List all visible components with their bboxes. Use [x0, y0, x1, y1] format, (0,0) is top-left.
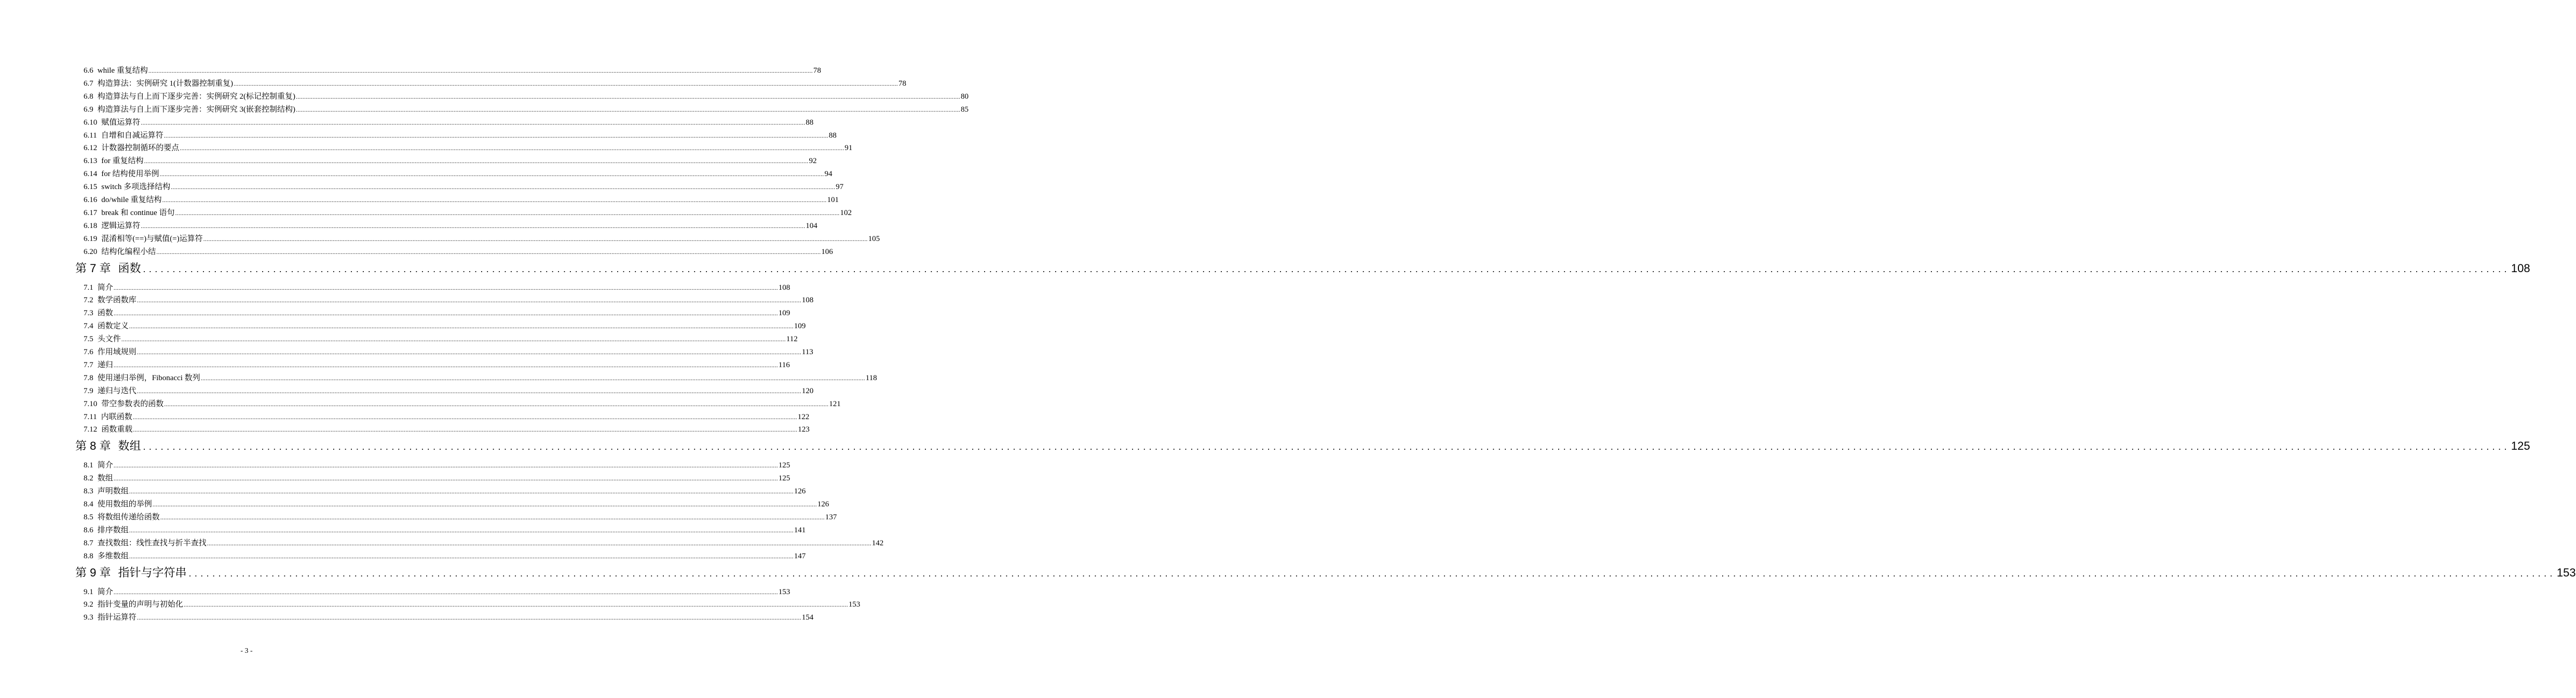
- dot-leader: ................................................................................................................................................................................................................................................................................................................................................................................................................: [160, 513, 825, 521]
- dot-leader: ................................................................................................................................................................................................................................................................................................................................................................................................................: [133, 426, 798, 434]
- page-number: - 3 -: [240, 647, 253, 655]
- dot-leader: ................................................................................................................................................................................................................................................................................................................................................................................................................: [143, 263, 2510, 274]
- toc-entry: [84, 130, 837, 141]
- chapter-title: 指针与字符串: [118, 566, 187, 579]
- dot-leader: ................................................................................................................................................................................................................................................................................................................................................................................................................: [137, 297, 801, 304]
- toc-chapter-heading: [75, 438, 2530, 454]
- section-title: do/while 重复结构: [101, 196, 162, 204]
- section-number: 8.6: [84, 526, 93, 534]
- toc-entry: [84, 283, 790, 293]
- toc-entry: [84, 195, 839, 205]
- section-title: 将数组传递给函数: [97, 513, 160, 521]
- section-title: 多维数组: [97, 552, 129, 560]
- toc-entry: [84, 334, 798, 344]
- section-title: 简介: [97, 461, 113, 470]
- toc-entry: [84, 221, 817, 231]
- section-page-number: 88: [828, 131, 837, 140]
- section-number: 7.2: [84, 296, 93, 305]
- toc-entry: [84, 551, 806, 561]
- section-number: 6.19: [84, 234, 98, 243]
- dot-leader: ................................................................................................................................................................................................................................................................................................................................................................................................................: [207, 539, 871, 547]
- section-number: 9.1: [84, 587, 93, 596]
- section-title: 构造算法与自上而下逐步完善：实例研究 3(嵌套控制结构): [97, 105, 295, 114]
- section-page-number: 125: [778, 461, 790, 470]
- dot-leader: ................................................................................................................................................................................................................................................................................................................................................................................................................: [113, 475, 778, 482]
- dot-leader: ................................................................................................................................................................................................................................................................................................................................................................................................................: [129, 552, 794, 560]
- section-number: 8.4: [84, 500, 93, 508]
- toc-entry: [84, 308, 790, 318]
- dot-leader: ................................................................................................................................................................................................................................................................................................................................................................................................................: [141, 222, 806, 230]
- dot-leader: ................................................................................................................................................................................................................................................................................................................................................................................................................: [183, 601, 848, 609]
- toc-entry: [84, 321, 806, 331]
- section-title: 查找数组：线性查找与折半查找: [97, 539, 207, 547]
- dot-leader: ................................................................................................................................................................................................................................................................................................................................................................................................................: [137, 387, 801, 395]
- section-number: 6.17: [84, 208, 98, 217]
- section-number: 8.7: [84, 539, 93, 547]
- chapter-title: 数组: [118, 439, 141, 453]
- dot-leader: ................................................................................................................................................................................................................................................................................................................................................................................................................: [200, 374, 865, 382]
- section-page-number: 78: [898, 79, 906, 88]
- toc-entry: [84, 512, 837, 522]
- toc-entry: [84, 117, 814, 128]
- toc-entry: [84, 538, 884, 548]
- section-title: while 重复结构: [97, 66, 148, 75]
- section-number: 7.11: [84, 412, 97, 421]
- section-number: 6.20: [84, 247, 98, 256]
- section-page-number: 126: [794, 487, 806, 496]
- section-number: 9.2: [84, 600, 93, 609]
- section-page-number: 92: [809, 157, 817, 166]
- section-page-number: 88: [806, 118, 814, 127]
- toc-entry: [84, 486, 806, 496]
- section-title: break 和 continue 语句: [101, 208, 175, 217]
- toc-entry: [84, 499, 829, 509]
- dot-leader: ................................................................................................................................................................................................................................................................................................................................................................................................................: [129, 526, 794, 534]
- section-page-number: 78: [813, 66, 821, 75]
- chapter-page-number: 153: [2556, 566, 2576, 579]
- dot-leader: ................................................................................................................................................................................................................................................................................................................................................................................................................: [171, 183, 836, 191]
- dot-leader: ................................................................................................................................................................................................................................................................................................................................................................................................................: [180, 144, 844, 152]
- section-title: 数学函数库: [97, 296, 137, 305]
- section-number: 6.16: [84, 196, 98, 204]
- section-title: 数组: [97, 474, 113, 483]
- section-number: 6.13: [84, 157, 98, 166]
- section-page-number: 123: [798, 425, 810, 434]
- dot-leader: ................................................................................................................................................................................................................................................................................................................................................................................................................: [113, 588, 778, 596]
- toc-chapter-heading: [75, 261, 2530, 276]
- section-number: 6.7: [84, 79, 93, 88]
- section-number: 7.7: [84, 360, 93, 369]
- chapter-page-number: 125: [2511, 439, 2530, 453]
- toc-entry: [84, 169, 833, 179]
- toc-entry: [84, 386, 814, 396]
- section-page-number: 142: [871, 539, 884, 547]
- section-page-number: 113: [801, 348, 813, 356]
- toc-entry: [84, 247, 833, 257]
- dot-leader: ................................................................................................................................................................................................................................................................................................................................................................................................................: [148, 67, 813, 74]
- toc-entry: [84, 473, 790, 484]
- section-number: 6.8: [84, 92, 93, 101]
- section-page-number: 116: [778, 360, 790, 369]
- section-number: 6.9: [84, 105, 93, 114]
- section-number: 7.4: [84, 322, 93, 331]
- section-page-number: 105: [868, 234, 880, 243]
- section-number: 6.6: [84, 66, 93, 75]
- dot-leader: ................................................................................................................................................................................................................................................................................................................................................................................................................: [156, 248, 821, 256]
- section-title: for 结构使用举例: [101, 170, 159, 179]
- chapter-title: 函数: [118, 261, 141, 275]
- section-number: 8.3: [84, 487, 93, 496]
- section-page-number: 147: [794, 552, 806, 560]
- toc-entry: [84, 599, 861, 610]
- section-page-number: 154: [801, 613, 814, 622]
- section-title: 声明数组: [97, 487, 129, 496]
- section-number: 6.15: [84, 183, 98, 192]
- section-page-number: 109: [778, 309, 790, 318]
- dot-leader: ................................................................................................................................................................................................................................................................................................................................................................................................................: [296, 92, 960, 100]
- section-page-number: 153: [848, 600, 861, 609]
- section-page-number: 120: [801, 386, 814, 395]
- section-page-number: 101: [827, 196, 839, 204]
- section-title: 计数器控制循环的要点: [101, 144, 180, 153]
- dot-leader: ................................................................................................................................................................................................................................................................................................................................................................................................................: [152, 501, 817, 508]
- chapter-page-number: 108: [2511, 261, 2530, 275]
- section-page-number: 137: [825, 513, 837, 521]
- section-title: 函数重载: [101, 425, 133, 434]
- dot-leader: ................................................................................................................................................................................................................................................................................................................................................................................................................: [141, 118, 806, 126]
- section-number: 6.10: [84, 118, 98, 127]
- dot-leader: ................................................................................................................................................................................................................................................................................................................................................................................................................: [113, 361, 778, 369]
- dot-leader: ................................................................................................................................................................................................................................................................................................................................................................................................................: [113, 284, 778, 291]
- toc-entry: [84, 91, 969, 102]
- toc-entry: [84, 347, 813, 357]
- section-number: 8.2: [84, 474, 93, 483]
- toc-entry: [84, 373, 877, 383]
- dot-leader: ................................................................................................................................................................................................................................................................................................................................................................................................................: [296, 105, 960, 113]
- chapter-number: 第 9 章: [75, 566, 111, 579]
- section-page-number: 106: [821, 247, 833, 256]
- dot-leader: ................................................................................................................................................................................................................................................................................................................................................................................................................: [234, 79, 898, 87]
- section-page-number: 85: [961, 105, 969, 114]
- section-number: 6.18: [84, 221, 98, 230]
- dot-leader: ................................................................................................................................................................................................................................................................................................................................................................................................................: [113, 462, 778, 469]
- section-number: 7.10: [84, 399, 98, 408]
- section-page-number: 80: [961, 92, 969, 101]
- section-title: 递归: [97, 360, 113, 369]
- dot-leader: ................................................................................................................................................................................................................................................................................................................................................................................................................: [121, 335, 786, 343]
- section-page-number: 104: [806, 221, 817, 230]
- section-title: 作用域规则: [97, 348, 137, 356]
- section-title: 函数: [97, 309, 113, 318]
- dot-leader: ................................................................................................................................................................................................................................................................................................................................................................................................................: [113, 310, 778, 317]
- dot-leader: ................................................................................................................................................................................................................................................................................................................................................................................................................: [137, 348, 801, 356]
- section-title: 指针运算符: [97, 613, 137, 622]
- dot-leader: ................................................................................................................................................................................................................................................................................................................................................................................................................: [175, 209, 840, 217]
- chapter-number: 第 7 章: [75, 261, 111, 275]
- section-title: switch 多项选择结构: [101, 183, 171, 192]
- toc-entry: [84, 208, 852, 218]
- section-number: 7.5: [84, 335, 93, 344]
- dot-leader: ................................................................................................................................................................................................................................................................................................................................................................................................................: [137, 614, 801, 622]
- toc-entry: [84, 143, 853, 153]
- section-page-number: 102: [840, 208, 852, 217]
- section-page-number: 97: [836, 183, 844, 192]
- toc-entry: [84, 612, 814, 623]
- dot-leader: ................................................................................................................................................................................................................................................................................................................................................................................................................: [143, 441, 2510, 452]
- toc-entry: [84, 182, 844, 192]
- dot-leader: ................................................................................................................................................................................................................................................................................................................................................................................................................: [159, 170, 824, 178]
- toc-entry: [84, 360, 790, 370]
- section-page-number: 125: [778, 474, 790, 483]
- section-title: 赋值运算符: [101, 118, 141, 127]
- section-title: 简介: [97, 587, 113, 596]
- section-page-number: 153: [778, 587, 790, 596]
- section-title: 使用递归举例，Fibonacci 数列: [97, 373, 200, 382]
- toc-entry: [84, 424, 810, 435]
- toc-entry: [84, 65, 821, 76]
- section-number: 8.8: [84, 552, 93, 560]
- section-title: 混淆相等(==)与赋值(=)运算符: [101, 234, 203, 243]
- section-title: 结构化编程小结: [101, 247, 156, 256]
- toc-entry: [84, 234, 880, 244]
- section-number: 8.5: [84, 513, 93, 521]
- toc-chapter-heading: [75, 565, 2576, 581]
- toc-entry: [84, 525, 806, 535]
- section-title: 函数定义: [97, 322, 129, 331]
- section-title: 内联函数: [101, 412, 132, 421]
- dot-leader: ................................................................................................................................................................................................................................................................................................................................................................................................................: [132, 413, 797, 421]
- section-title: 指针变量的声明与初始化: [97, 600, 183, 609]
- section-page-number: 121: [829, 399, 841, 408]
- section-number: 7.9: [84, 386, 93, 395]
- dot-leader: ................................................................................................................................................................................................................................................................................................................................................................................................................: [129, 323, 794, 330]
- section-page-number: 108: [801, 296, 814, 305]
- section-title: 递归与迭代: [97, 386, 137, 395]
- section-page-number: 94: [824, 170, 833, 179]
- section-title: for 重复结构: [101, 157, 144, 166]
- section-title: 使用数组的举例: [97, 500, 152, 508]
- section-number: 6.11: [84, 131, 97, 140]
- chapter-number: 第 8 章: [75, 439, 111, 453]
- section-number: 7.3: [84, 309, 93, 318]
- section-title: 构造算法：实例研究 1(计数器控制重复): [97, 79, 233, 88]
- section-title: 自增和自减运算符: [101, 131, 163, 140]
- toc-entry: [84, 295, 814, 305]
- section-page-number: 118: [865, 373, 877, 382]
- section-title: 逻辑运算符: [101, 221, 141, 230]
- dot-leader: ................................................................................................................................................................................................................................................................................................................................................................................................................: [203, 235, 868, 243]
- section-page-number: 126: [817, 500, 829, 508]
- section-title: 头文件: [97, 335, 121, 344]
- dot-leader: ................................................................................................................................................................................................................................................................................................................................................................................................................: [162, 196, 827, 204]
- section-number: 7.6: [84, 348, 93, 356]
- section-page-number: 109: [794, 322, 806, 331]
- dot-leader: ................................................................................................................................................................................................................................................................................................................................................................................................................: [129, 488, 794, 495]
- section-number: 9.3: [84, 613, 93, 622]
- section-page-number: 122: [797, 412, 810, 421]
- section-number: 6.14: [84, 170, 98, 179]
- toc-entry: [84, 156, 817, 166]
- section-page-number: 141: [794, 526, 806, 534]
- section-title: 简介: [97, 283, 113, 292]
- dot-leader: ................................................................................................................................................................................................................................................................................................................................................................................................................: [164, 400, 829, 408]
- section-number: 6.12: [84, 144, 98, 153]
- section-number: 8.1: [84, 461, 93, 470]
- toc-entry: [84, 399, 841, 409]
- section-number: 7.12: [84, 425, 98, 434]
- section-number: 7.8: [84, 373, 93, 382]
- section-title: 构造算法与自上而下逐步完善：实例研究 2(标记控制重复): [97, 92, 295, 101]
- dot-leader: ................................................................................................................................................................................................................................................................................................................................................................................................................: [188, 568, 2556, 579]
- section-page-number: 108: [778, 283, 790, 292]
- section-page-number: 112: [786, 335, 798, 344]
- dot-leader: ................................................................................................................................................................................................................................................................................................................................................................................................................: [144, 157, 809, 165]
- dot-leader: ................................................................................................................................................................................................................................................................................................................................................................................................................: [163, 131, 828, 139]
- toc-entry: [84, 460, 790, 471]
- section-number: 7.1: [84, 283, 93, 292]
- section-title: 排序数组: [97, 526, 129, 534]
- toc-entry: [84, 104, 969, 115]
- toc-entry: [84, 412, 810, 422]
- section-title: 带空参数表的函数: [101, 399, 164, 408]
- toc-entry: [84, 78, 906, 89]
- toc-entry: [84, 587, 790, 597]
- section-page-number: 91: [844, 144, 853, 153]
